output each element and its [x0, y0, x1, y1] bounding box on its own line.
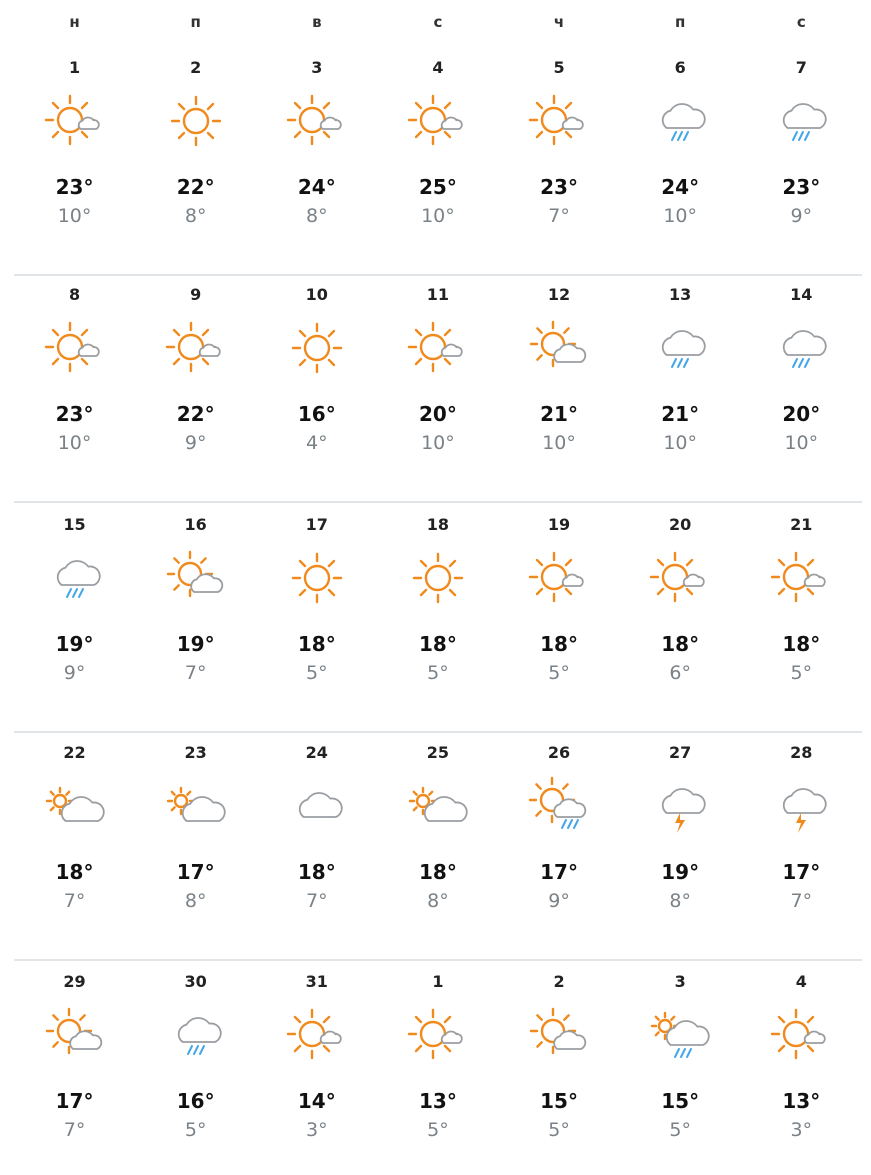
- high-temperature: 23°: [55, 402, 94, 426]
- high-temperature: 23°: [55, 175, 94, 199]
- high-temperature: 17°: [55, 1089, 94, 1113]
- sun-cloud-small-icon: [526, 545, 592, 611]
- day-cell[interactable]: [741, 285, 862, 501]
- low-temperature: 8°: [184, 890, 207, 912]
- day-number: 3: [674, 972, 686, 991]
- sun-cloud-small-icon: [647, 545, 713, 611]
- low-temperature: 7°: [306, 890, 328, 912]
- sun-cloud-small-icon: [163, 315, 229, 381]
- high-temperature: 17°: [782, 860, 821, 884]
- cloud-rain-icon: [647, 315, 713, 381]
- day-cell[interactable]: [741, 743, 862, 959]
- cloud-storm-icon: [647, 773, 713, 839]
- high-temperature: 13°: [782, 1089, 821, 1113]
- day-number: 19: [547, 515, 571, 534]
- low-temperature: 5°: [548, 1119, 570, 1141]
- cloud-sun-icon: [163, 773, 229, 839]
- day-cell[interactable]: [499, 285, 620, 501]
- day-cell[interactable]: [135, 515, 256, 731]
- day-cell[interactable]: [14, 972, 135, 1172]
- high-temperature: 19°: [661, 860, 700, 884]
- high-temperature: 21°: [540, 402, 578, 426]
- day-number: 4: [432, 58, 444, 77]
- day-cell[interactable]: [741, 972, 862, 1172]
- sun-icon: [163, 88, 229, 154]
- day-number: 22: [63, 743, 86, 762]
- high-temperature: 14°: [297, 1089, 336, 1113]
- week-row: [14, 743, 862, 961]
- low-temperature: 10°: [784, 432, 819, 454]
- day-cell[interactable]: [499, 972, 620, 1172]
- high-temperature: 18°: [297, 860, 336, 884]
- week-row: [14, 58, 862, 276]
- low-temperature: 5°: [427, 1119, 449, 1141]
- cloud-rain-icon: [163, 1002, 229, 1068]
- high-temperature: 17°: [540, 860, 578, 884]
- day-number: 1: [432, 972, 444, 991]
- day-cell[interactable]: [499, 743, 620, 959]
- day-cell[interactable]: [256, 285, 377, 501]
- day-number: 26: [547, 743, 571, 762]
- weekday-label: в: [312, 13, 322, 31]
- high-temperature: 18°: [419, 860, 457, 884]
- day-cell[interactable]: [135, 285, 256, 501]
- high-temperature: 21°: [661, 402, 700, 426]
- weekday-label: с: [796, 13, 806, 31]
- day-cell[interactable]: [620, 972, 741, 1172]
- sun-icon: [284, 315, 350, 381]
- sun-cloud-small-icon: [405, 1002, 471, 1068]
- day-cell[interactable]: [14, 743, 135, 959]
- day-number: 6: [674, 58, 686, 77]
- cloud-rain-icon: [768, 315, 834, 381]
- low-temperature: 7°: [63, 1119, 86, 1141]
- day-number: 5: [553, 58, 565, 77]
- weekday-label: ч: [553, 13, 565, 31]
- sun-cloud-icon: [42, 1002, 108, 1068]
- day-number: 29: [63, 972, 86, 991]
- day-cell[interactable]: [741, 58, 862, 274]
- day-number: 23: [184, 743, 207, 762]
- low-temperature: 7°: [548, 205, 570, 227]
- low-temperature: 5°: [184, 1119, 207, 1141]
- day-number: 7: [795, 58, 807, 77]
- day-cell[interactable]: [14, 515, 135, 731]
- low-temperature: 8°: [669, 890, 691, 912]
- sun-cloud-small-icon: [42, 315, 108, 381]
- day-cell[interactable]: [377, 58, 498, 274]
- low-temperature: 6°: [669, 662, 691, 684]
- day-cell[interactable]: [620, 743, 741, 959]
- sun-cloud-small-icon: [284, 88, 350, 154]
- low-temperature: 4°: [306, 432, 328, 454]
- day-cell[interactable]: [620, 285, 741, 501]
- low-temperature: 8°: [306, 205, 328, 227]
- high-temperature: 16°: [176, 1089, 215, 1113]
- high-temperature: 20°: [419, 402, 457, 426]
- weekday-label: н: [69, 13, 80, 31]
- day-cell[interactable]: [741, 515, 862, 731]
- high-temperature: 18°: [419, 632, 457, 656]
- high-temperature: 23°: [782, 175, 821, 199]
- sun-cloud-small-icon: [768, 545, 834, 611]
- sun-icon: [284, 545, 350, 611]
- day-number: 12: [547, 285, 571, 304]
- week-row: [14, 285, 862, 503]
- high-temperature: 24°: [297, 175, 336, 199]
- day-number: 10: [305, 285, 328, 304]
- sun-cloud-icon: [163, 545, 229, 611]
- cloud-sun-rain-icon: [647, 1002, 713, 1068]
- day-number: 25: [426, 743, 450, 762]
- day-number: 15: [63, 515, 86, 534]
- sun-cloud-small-icon: [405, 88, 471, 154]
- day-number: 13: [669, 285, 692, 304]
- high-temperature: 16°: [297, 402, 336, 426]
- day-cell[interactable]: [256, 58, 377, 274]
- cloud-sun-icon: [405, 773, 471, 839]
- low-temperature: 7°: [790, 890, 813, 912]
- low-temperature: 7°: [63, 890, 86, 912]
- low-temperature: 9°: [790, 205, 813, 227]
- day-cell[interactable]: [620, 515, 741, 731]
- low-temperature: 5°: [669, 1119, 691, 1141]
- cloud-rain-icon: [42, 545, 108, 611]
- day-number: 21: [790, 515, 813, 534]
- high-temperature: 19°: [55, 632, 94, 656]
- day-cell[interactable]: [377, 285, 498, 501]
- day-number: 2: [553, 972, 565, 991]
- high-temperature: 18°: [782, 632, 821, 656]
- high-temperature: 22°: [176, 175, 215, 199]
- high-temperature: 20°: [782, 402, 821, 426]
- week-row: [14, 515, 862, 733]
- sun-cloud-small-icon: [284, 1002, 350, 1068]
- day-number: 2: [190, 58, 202, 77]
- high-temperature: 18°: [540, 632, 578, 656]
- day-number: 4: [795, 972, 807, 991]
- day-number: 20: [669, 515, 692, 534]
- low-temperature: 5°: [548, 662, 570, 684]
- high-temperature: 15°: [661, 1089, 700, 1113]
- day-cell[interactable]: [620, 58, 741, 274]
- high-temperature: 17°: [176, 860, 215, 884]
- low-temperature: 10°: [57, 205, 92, 227]
- high-temperature: 25°: [419, 175, 457, 199]
- low-temperature: 10°: [542, 432, 576, 454]
- low-temperature: 8°: [184, 205, 207, 227]
- day-number: 14: [790, 285, 813, 304]
- low-temperature: 3°: [790, 1119, 813, 1141]
- sun-cloud-icon: [526, 315, 592, 381]
- high-temperature: 18°: [661, 632, 700, 656]
- weekday-label: п: [675, 13, 686, 31]
- day-number: 8: [68, 285, 81, 304]
- high-temperature: 23°: [540, 175, 578, 199]
- low-temperature: 9°: [63, 662, 86, 684]
- day-number: 3: [311, 58, 323, 77]
- low-temperature: 8°: [427, 890, 449, 912]
- day-number: 24: [305, 743, 328, 762]
- day-number: 31: [305, 972, 328, 991]
- day-cell[interactable]: [499, 515, 620, 731]
- sun-cloud-small-icon: [42, 88, 108, 154]
- day-cell[interactable]: [256, 972, 377, 1172]
- day-cell[interactable]: [499, 58, 620, 274]
- day-number: 18: [426, 515, 450, 534]
- sun-cloud-rain-icon: [526, 773, 592, 839]
- low-temperature: 3°: [306, 1119, 328, 1141]
- high-temperature: 18°: [297, 632, 336, 656]
- low-temperature: 5°: [790, 662, 813, 684]
- day-cell[interactable]: [377, 972, 498, 1172]
- day-cell[interactable]: [14, 285, 135, 501]
- sun-cloud-small-icon: [526, 88, 592, 154]
- low-temperature: 7°: [184, 662, 207, 684]
- low-temperature: 10°: [57, 432, 92, 454]
- low-temperature: 10°: [421, 432, 455, 454]
- cloud-sun-icon: [42, 773, 108, 839]
- low-temperature: 10°: [663, 205, 698, 227]
- sun-cloud-small-icon: [405, 315, 471, 381]
- day-number: 27: [669, 743, 692, 762]
- cloud-icon: [284, 773, 350, 839]
- day-cell[interactable]: [135, 972, 256, 1172]
- day-number: 30: [184, 972, 207, 991]
- weekday-label: с: [433, 13, 443, 31]
- low-temperature: 10°: [663, 432, 698, 454]
- week-row: [14, 972, 862, 1172]
- day-number: 9: [190, 285, 202, 304]
- sun-cloud-small-icon: [768, 1002, 834, 1068]
- day-cell[interactable]: [256, 743, 377, 959]
- low-temperature: 9°: [184, 432, 207, 454]
- high-temperature: 13°: [419, 1089, 457, 1113]
- high-temperature: 22°: [176, 402, 215, 426]
- weekday-label: п: [190, 13, 201, 31]
- cloud-rain-icon: [768, 88, 834, 154]
- day-number: 17: [305, 515, 328, 534]
- day-number: 28: [790, 743, 813, 762]
- high-temperature: 15°: [540, 1089, 578, 1113]
- low-temperature: 5°: [306, 662, 328, 684]
- day-number: 1: [68, 58, 81, 77]
- day-cell[interactable]: [377, 743, 498, 959]
- day-number: 16: [184, 515, 207, 534]
- low-temperature: 9°: [548, 890, 570, 912]
- low-temperature: 10°: [421, 205, 455, 227]
- weekday-header: [14, 0, 862, 44]
- high-temperature: 18°: [55, 860, 94, 884]
- low-temperature: 5°: [427, 662, 449, 684]
- day-cell[interactable]: [377, 515, 498, 731]
- cloud-rain-icon: [647, 88, 713, 154]
- high-temperature: 19°: [176, 632, 215, 656]
- cloud-storm-icon: [768, 773, 834, 839]
- high-temperature: 24°: [661, 175, 700, 199]
- day-cell[interactable]: [135, 58, 256, 274]
- sun-icon: [405, 545, 471, 611]
- day-cell[interactable]: [256, 515, 377, 731]
- sun-cloud-icon: [526, 1002, 592, 1068]
- day-cell[interactable]: [14, 58, 135, 274]
- day-cell[interactable]: [135, 743, 256, 959]
- day-number: 11: [426, 285, 450, 304]
